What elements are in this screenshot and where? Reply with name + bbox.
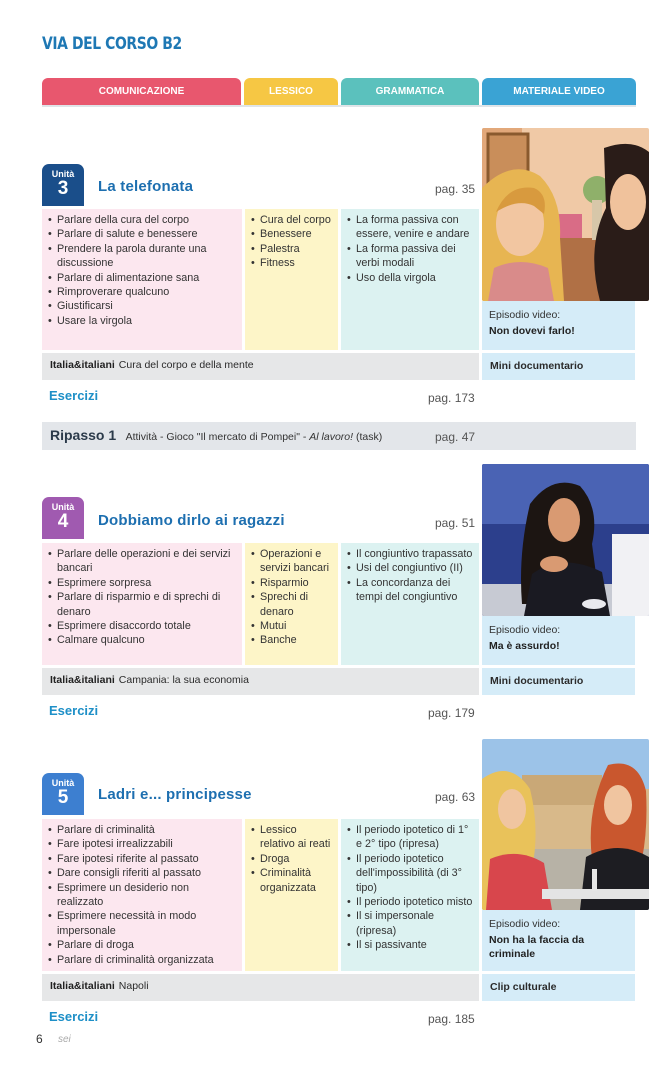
esercizi-label: Esercizi xyxy=(49,703,99,718)
list-item: • Fare ipotesi irrealizzabili xyxy=(48,837,236,851)
list-item: • Usare la virgola xyxy=(48,314,236,328)
episode-label: Episodio video: xyxy=(489,309,561,321)
ripasso-task-name: Al lavoro! xyxy=(309,431,354,443)
episode-box xyxy=(482,910,635,971)
list-item: • Calmare qualcuno xyxy=(48,633,236,647)
course-logo: VIA DEL CORSO B2 xyxy=(42,34,182,54)
comunicazione-column xyxy=(42,209,242,350)
ripasso-task-suffix: (task) xyxy=(353,431,383,443)
list-item: • Parlare delle operazioni e dei servizi bancari xyxy=(48,547,236,576)
italia-italiani-bar xyxy=(42,353,479,380)
unit-number: 4 xyxy=(57,511,69,532)
unit-number: 5 xyxy=(57,787,69,808)
episode-box xyxy=(482,616,635,665)
tab-materiale-video: MATERIALE VIDEO xyxy=(482,78,636,106)
list-item: • Sprechi di denaro xyxy=(251,590,332,619)
list-item: • Parlare di criminalità organizzata xyxy=(48,953,236,967)
list-item: • Il si passivante xyxy=(347,938,473,952)
unit-number: 3 xyxy=(57,178,69,199)
tab-comunicazione: COMUNICAZIONE xyxy=(42,78,241,106)
unit-title: La telefonata xyxy=(98,178,194,195)
unit-label: Unità xyxy=(51,169,75,179)
tab-divider xyxy=(42,105,636,107)
extra-video: Clip culturale xyxy=(482,974,635,1001)
list-item: • Parlare di criminalità xyxy=(48,823,236,837)
list-item: • Il periodo ipotetico di 1° e 2° tipo (ripresa) xyxy=(347,823,473,852)
list-item: • Parlare di risparmio e di sprechi di denaro xyxy=(48,590,236,619)
list-item: • Parlare della cura del corpo xyxy=(48,213,236,227)
list-item: • Palestra xyxy=(251,242,332,256)
list-item: • Risparmio xyxy=(251,576,332,590)
unit-badge xyxy=(42,773,84,815)
grammatica-column xyxy=(341,819,479,971)
unit-page: pag. 35 xyxy=(435,182,476,196)
italia-text: Cura del corpo e della mente xyxy=(118,359,254,371)
list-item: • Il periodo ipotetico misto xyxy=(347,895,473,909)
ripasso-text: Attività - Gioco "Il mercato di Pompei" - xyxy=(125,431,310,443)
page-word: sei xyxy=(58,1034,71,1045)
episode-title: Non dovevi farlo! xyxy=(489,325,575,337)
list-item: • La forma passiva dei verbi modali xyxy=(347,242,473,271)
list-item: • Banche xyxy=(251,633,332,647)
list-item: • Esprimere un desiderio non realizzato xyxy=(48,881,236,910)
esercizi-page: pag. 179 xyxy=(428,706,475,720)
episode-label: Episodio video: xyxy=(489,624,561,636)
episode-title: Non ha la faccia da criminale xyxy=(489,934,585,960)
esercizi-label: Esercizi xyxy=(49,388,99,403)
list-item: • Droga xyxy=(251,852,332,866)
list-item: • Parlare di droga xyxy=(48,938,236,952)
esercizi-page: pag. 185 xyxy=(428,1012,475,1026)
list-item: • Il congiuntivo trapassato xyxy=(347,547,473,561)
list-item: • Esprimere disaccordo totale xyxy=(48,619,236,633)
list-item: • Fare ipotesi riferite al passato xyxy=(48,852,236,866)
list-item: • Lessico relativo ai reati xyxy=(251,823,332,852)
grammatica-column xyxy=(341,543,479,665)
extra-video: Mini documentario xyxy=(482,668,635,695)
list-item: • Criminalità organizzata xyxy=(251,866,332,895)
italia-text: Campania: la sua economia xyxy=(118,674,249,686)
list-item: • Mutui xyxy=(251,619,332,633)
episode-box xyxy=(482,301,635,350)
esercizi-label: Esercizi xyxy=(49,1009,99,1024)
unit-page: pag. 63 xyxy=(435,790,476,804)
tab-lessico: LESSICO xyxy=(244,78,338,106)
list-item: • La concordanza dei tempi del congiuntivo xyxy=(347,576,473,605)
lessico-column xyxy=(245,819,338,971)
list-item: • Benessere xyxy=(251,227,332,241)
list-item: • Il si impersonale (ripresa) xyxy=(347,909,473,938)
unit-badge xyxy=(42,164,84,206)
episode-title: Ma è assurdo! xyxy=(489,640,560,652)
italia-text: Napoli xyxy=(118,980,149,992)
list-item: • Esprimere necessità in modo impersonale xyxy=(48,909,236,938)
unit-title: Dobbiamo dirlo ai ragazzi xyxy=(98,512,285,529)
page-number: 6 xyxy=(36,1032,43,1046)
video-still-ragazzi xyxy=(482,464,649,616)
grammatica-column xyxy=(341,209,479,350)
list-item: • Giustificarsi xyxy=(48,299,236,313)
ripasso-page: pag. 47 xyxy=(435,430,476,444)
list-item: • Uso della virgola xyxy=(347,271,473,285)
unit-page: pag. 51 xyxy=(435,516,476,530)
video-still-principesse xyxy=(482,739,649,910)
italia-label: Italia&italiani xyxy=(50,980,115,992)
list-item: • Usi del congiuntivo (II) xyxy=(347,561,473,575)
lessico-column xyxy=(245,209,338,350)
list-item: • Il periodo ipotetico dell'impossibilità (di 3° tipo) xyxy=(347,852,473,895)
list-item: • Esprimere sorpresa xyxy=(48,576,236,590)
list-item: • Operazioni e servizi bancari xyxy=(251,547,332,576)
list-item: • Parlare di alimentazione sana xyxy=(48,271,236,285)
tab-grammatica: GRAMMATICA xyxy=(341,78,479,106)
italia-italiani-bar xyxy=(42,974,479,1001)
ripasso-title: Ripasso 1 xyxy=(50,427,117,443)
italia-label: Italia&italiani xyxy=(50,359,115,371)
list-item: • Prendere la parola durante una discussione xyxy=(48,242,236,271)
list-item: • Fitness xyxy=(251,256,332,270)
comunicazione-column xyxy=(42,543,242,665)
extra-video: Mini documentario xyxy=(482,353,635,380)
italia-label: Italia&italiani xyxy=(50,674,115,686)
list-item: • Cura del corpo xyxy=(251,213,332,227)
ripasso-bar xyxy=(42,422,636,450)
video-still-telefonata xyxy=(482,128,649,301)
lessico-column xyxy=(245,543,338,665)
unit-badge xyxy=(42,497,84,539)
list-item: • La forma passiva con essere, venire e andare xyxy=(347,213,473,242)
unit-label: Unità xyxy=(51,502,75,512)
comunicazione-column xyxy=(42,819,242,971)
episode-label: Episodio video: xyxy=(489,918,561,930)
list-item: • Rimproverare qualcuno xyxy=(48,285,236,299)
list-item: • Dare consigli riferiti al passato xyxy=(48,866,236,880)
unit-title: Ladri e... principesse xyxy=(98,786,252,803)
italia-italiani-bar xyxy=(42,668,479,695)
list-item: • Parlare di salute e benessere xyxy=(48,227,236,241)
esercizi-page: pag. 173 xyxy=(428,391,475,405)
unit-label: Unità xyxy=(51,778,75,788)
